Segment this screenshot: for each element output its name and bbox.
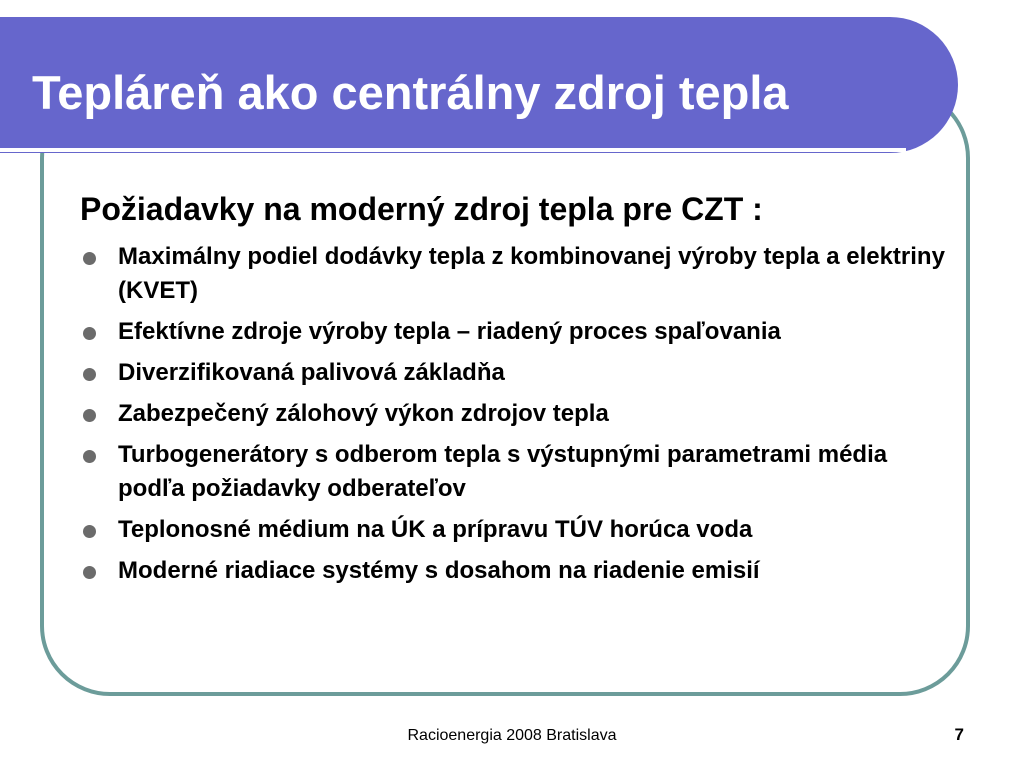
bullet-text: Diverzifikovaná palivová základňa [118,359,505,386]
section-heading: Požiadavky na moderný zdroj tepla pre CZT : [80,191,763,227]
title-bar [0,17,958,153]
bullet-item [80,397,960,431]
bullet-item [80,438,960,506]
round-bullet-icon [83,566,96,579]
bullet-text: Moderné riadiace systémy s dosahom na riadenie emisií [118,557,760,584]
bullet-text: Turbogenerátory s odberom tepla s výstupnými parametrami média podľa požiadavky odberateľov [118,441,888,502]
bullet-list [80,240,960,595]
page-number: 7 [954,725,964,744]
bullet-text: Teplonosné médium na ÚK a prípravu TÚV horúca voda [118,516,753,543]
round-bullet-icon [83,525,96,538]
bullet-item [80,554,960,588]
bullet-item [80,240,960,308]
bullet-text: Maximálny podiel dodávky tepla z kombinovanej výroby tepla a elektriny (KVET) [118,243,945,304]
bullet-item [80,315,960,349]
footer-text: Racioenergia 2008 Bratislava [407,727,617,744]
round-bullet-icon [83,327,96,340]
round-bullet-icon [83,252,96,265]
bullet-text: Efektívne zdroje výroby tepla – riadený proces spaľovania [118,318,781,345]
bullet-item [80,356,960,390]
round-bullet-icon [83,368,96,381]
round-bullet-icon [83,409,96,422]
slide-title: Tepláreň ako centrálny zdroj tepla [32,66,789,119]
bullet-text: Zabezpečený záloh​ový výkon zdrojov tepla [118,400,609,427]
round-bullet-icon [83,450,96,463]
bullet-item [80,513,960,547]
title-underline [0,148,906,152]
